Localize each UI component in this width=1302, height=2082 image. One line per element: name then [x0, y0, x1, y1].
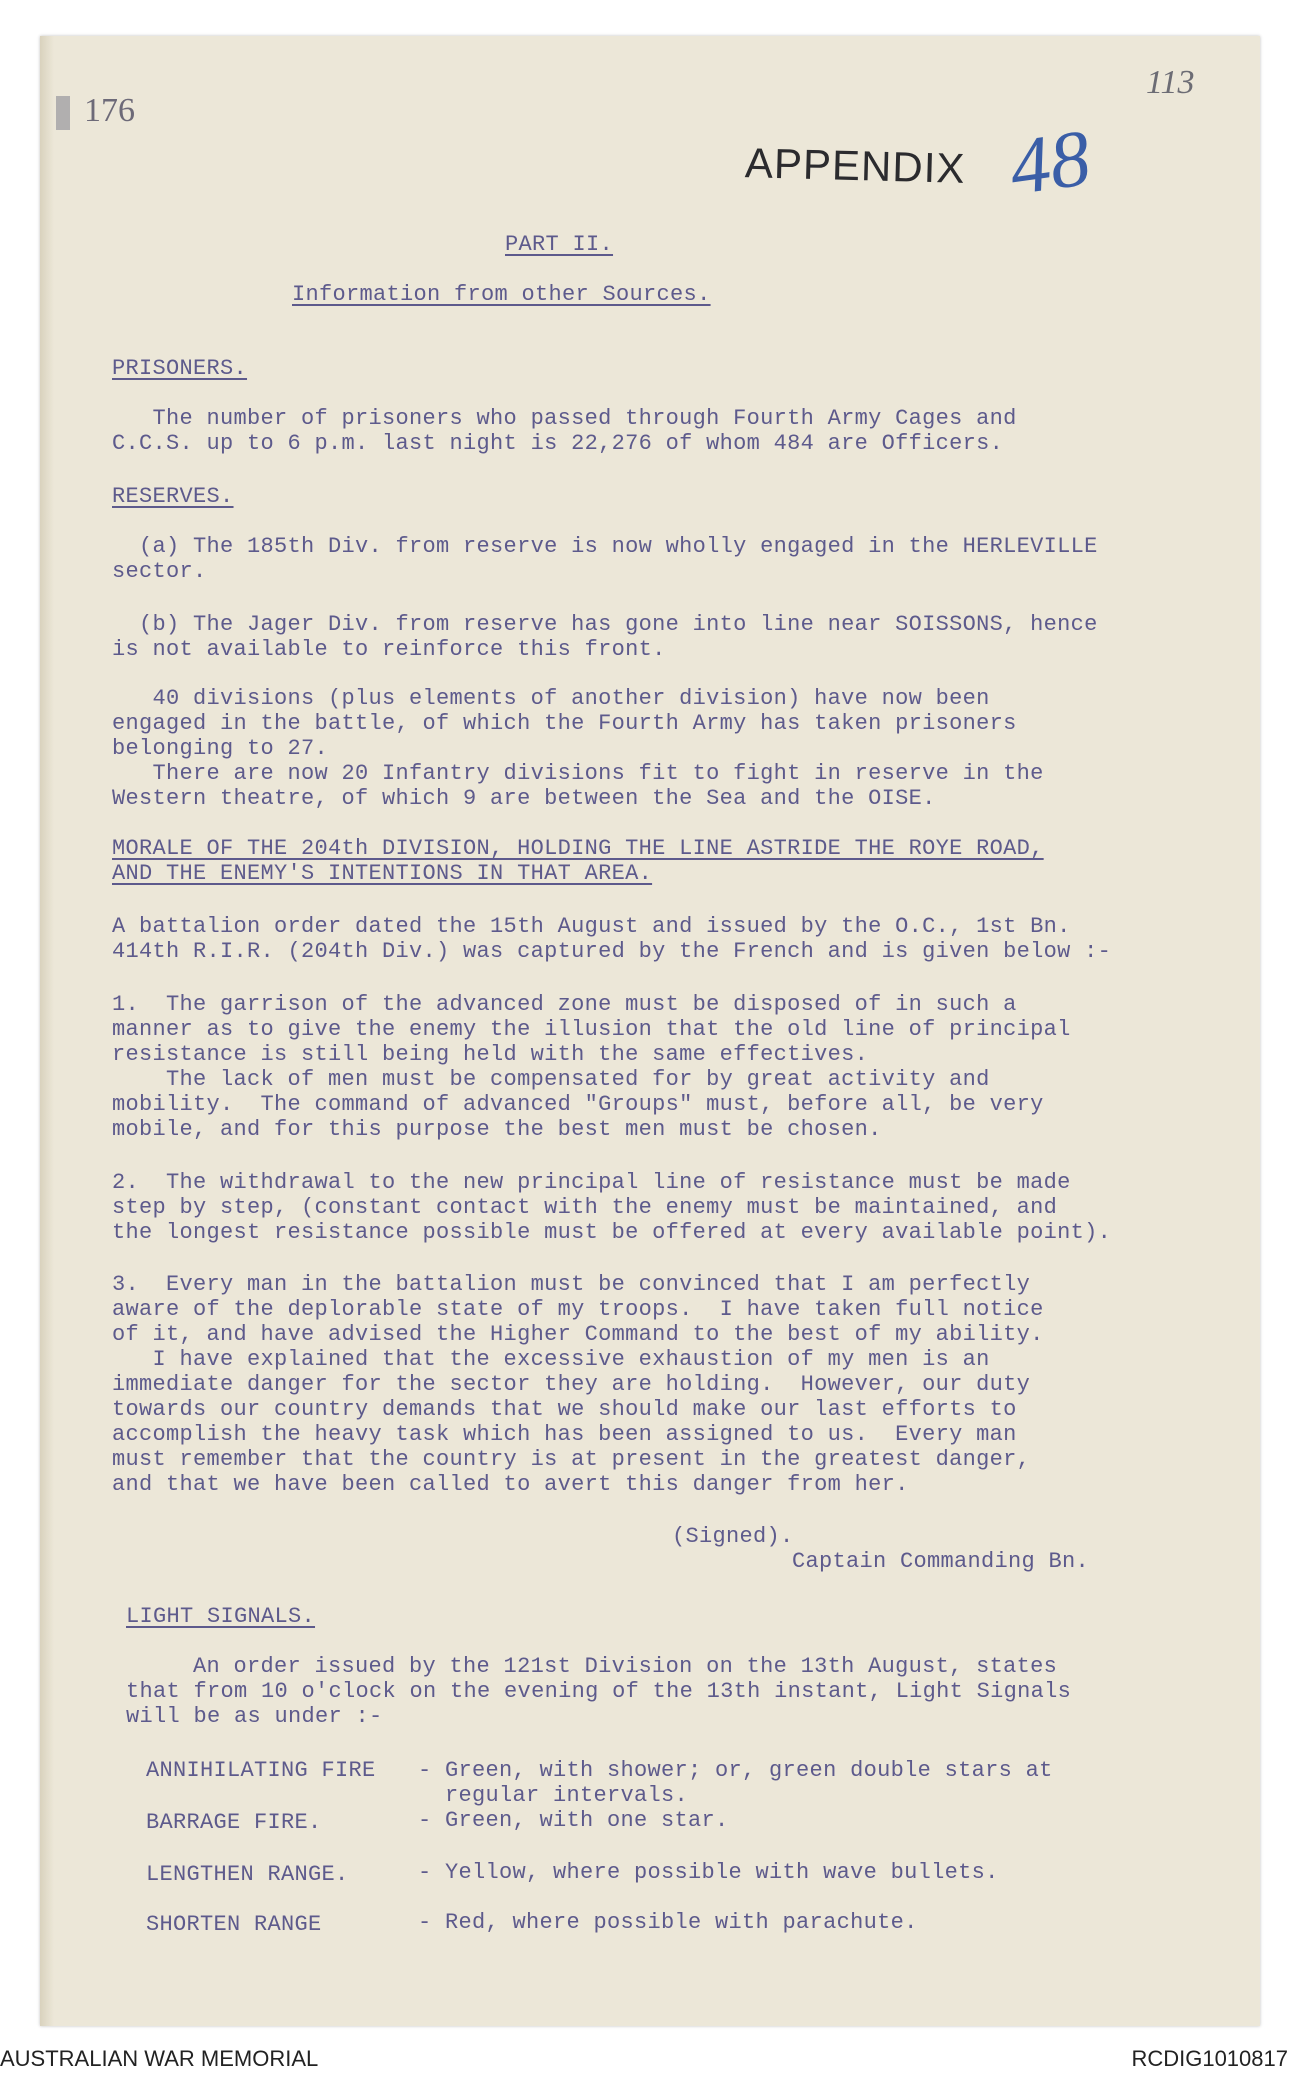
signatory: Captain Commanding Bn.	[792, 1549, 1090, 1574]
light-signals-intro-2: that from 10 o'clock on the evening of the 13th instant, Light Signals	[126, 1679, 1072, 1704]
morale-intro-2: 414th R.I.R. (204th Div.) was captured by the French and is given below :-	[112, 939, 1112, 964]
point3-line-4: I have explained that the excessive exhaustion of my men is an	[112, 1347, 990, 1372]
point1-line-6: mobile, and for this purpose the best men must be chosen.	[112, 1117, 882, 1142]
reserves-c-line-5: Western theatre, of which 9 are between the Sea and the OISE.	[112, 786, 936, 811]
point3-line-9: and that we have been called to avert this danger from her.	[112, 1472, 909, 1497]
light-signals-heading: LIGHT SIGNALS.	[126, 1604, 316, 1629]
reserves-c-line-4: There are now 20 Infantry divisions fit to fight in reserve in the	[112, 761, 1044, 786]
folio-number: 113	[1146, 64, 1195, 101]
point3-line-8: must remember that the country is at present in the greatest danger,	[112, 1447, 1031, 1472]
signal-name: BARRAGE FIRE.	[146, 1810, 322, 1835]
point1-line-2: manner as to give the enemy the illusion that the old line of principal	[112, 1017, 1071, 1042]
reserves-b-line-1: (b) The Jager Div. from reserve has gone into line near SOISSONS, hence	[112, 612, 1098, 637]
stamp-number: 176	[84, 92, 135, 129]
morale-heading-2: AND THE ENEMY'S INTENTIONS IN THAT AREA.	[112, 861, 653, 886]
signed-label: (Signed).	[672, 1524, 794, 1549]
light-signals-intro-1: An order issued by the 121st Division on the 13th August, states	[112, 1654, 1058, 1679]
appendix-number: 48	[1004, 113, 1096, 213]
prisoners-line-2: C.C.S. up to 6 p.m. last night is 22,276 of whom 484 are Officers.	[112, 431, 1004, 456]
signal-name: ANNIHILATING FIRE	[146, 1758, 376, 1783]
reserves-c-line-1: 40 divisions (plus elements of another division) have now been	[112, 686, 990, 711]
signal-desc: - Yellow, where possible with wave bullets.	[418, 1860, 999, 1885]
point1-line-5: mobility. The command of advanced "Groups" must, before all, be very	[112, 1092, 1044, 1117]
signal-desc: - Red, where possible with parachute.	[418, 1910, 918, 1935]
reserves-b-line-2: is not available to reinforce this front.	[112, 637, 666, 662]
signal-desc: - Green, with shower; or, green double stars at	[418, 1758, 1053, 1783]
signal-desc: - Green, with one star.	[418, 1808, 729, 1833]
signal-desc-cont: regular intervals.	[418, 1783, 689, 1808]
reserves-a-line-2: sector.	[112, 559, 207, 584]
point3-line-6: towards our country demands that we should make our last efforts to	[112, 1397, 1017, 1422]
point2-line-3: the longest resistance possible must be offered at every available point).	[112, 1220, 1112, 1245]
reserves-heading: RESERVES.	[112, 484, 234, 509]
part-title: PART II.	[505, 232, 614, 257]
point3-line-2: aware of the deplorable state of my troops. I have taken full notice	[112, 1297, 1044, 1322]
archive-id: RCDIG1010817	[1131, 2046, 1288, 2071]
point2-line-2: step by step, (constant contact with the enemy must be maintained, and	[112, 1195, 1058, 1220]
appendix-label: APPENDIX	[744, 139, 966, 192]
point3-line-5: immediate danger for the sector they are holding. However, our duty	[112, 1372, 1031, 1397]
point1-line-1: 1. The garrison of the advanced zone must be disposed of in such a	[112, 992, 1017, 1017]
reserves-c-line-3: belonging to 27.	[112, 736, 329, 761]
signal-name: SHORTEN RANGE	[146, 1912, 322, 1937]
point3-line-1: 3. Every man in the battalion must be convinced that I am perfectly	[112, 1272, 1031, 1297]
point1-line-4: The lack of men must be compensated for by great activity and	[112, 1067, 990, 1092]
point2-line-1: 2. The withdrawal to the new principal line of resistance must be made	[112, 1170, 1071, 1195]
archive-credit: AUSTRALIAN WAR MEMORIAL	[0, 2046, 319, 2071]
point3-line-7: accomplish the heavy task which has been assigned to us. Every man	[112, 1422, 1017, 1447]
light-signals-intro-3: will be as under :-	[126, 1704, 383, 1729]
morale-heading-1: MORALE OF THE 204th DIVISION, HOLDING THE LINE ASTRIDE THE ROYE ROAD,	[112, 836, 1044, 861]
point3-line-3: of it, and have advised the Higher Command to the best of my ability.	[112, 1322, 1044, 1347]
stamp-mark	[56, 96, 70, 130]
prisoners-heading: PRISONERS.	[112, 356, 248, 381]
prisoners-line-1: The number of prisoners who passed through Fourth Army Cages and	[112, 406, 1017, 431]
morale-intro-1: A battalion order dated the 15th August and issued by the O.C., 1st Bn.	[112, 914, 1071, 939]
reserves-a-line-1: (a) The 185th Div. from reserve is now wholly engaged in the HERLEVILLE	[112, 534, 1098, 559]
document-subtitle: Information from other Sources.	[292, 282, 711, 307]
signal-name: LENGTHEN RANGE.	[146, 1862, 349, 1887]
point1-line-3: resistance is still being held with the same effectives.	[112, 1042, 869, 1067]
reserves-c-line-2: engaged in the battle, of which the Fourth Army has taken prisoners	[112, 711, 1017, 736]
